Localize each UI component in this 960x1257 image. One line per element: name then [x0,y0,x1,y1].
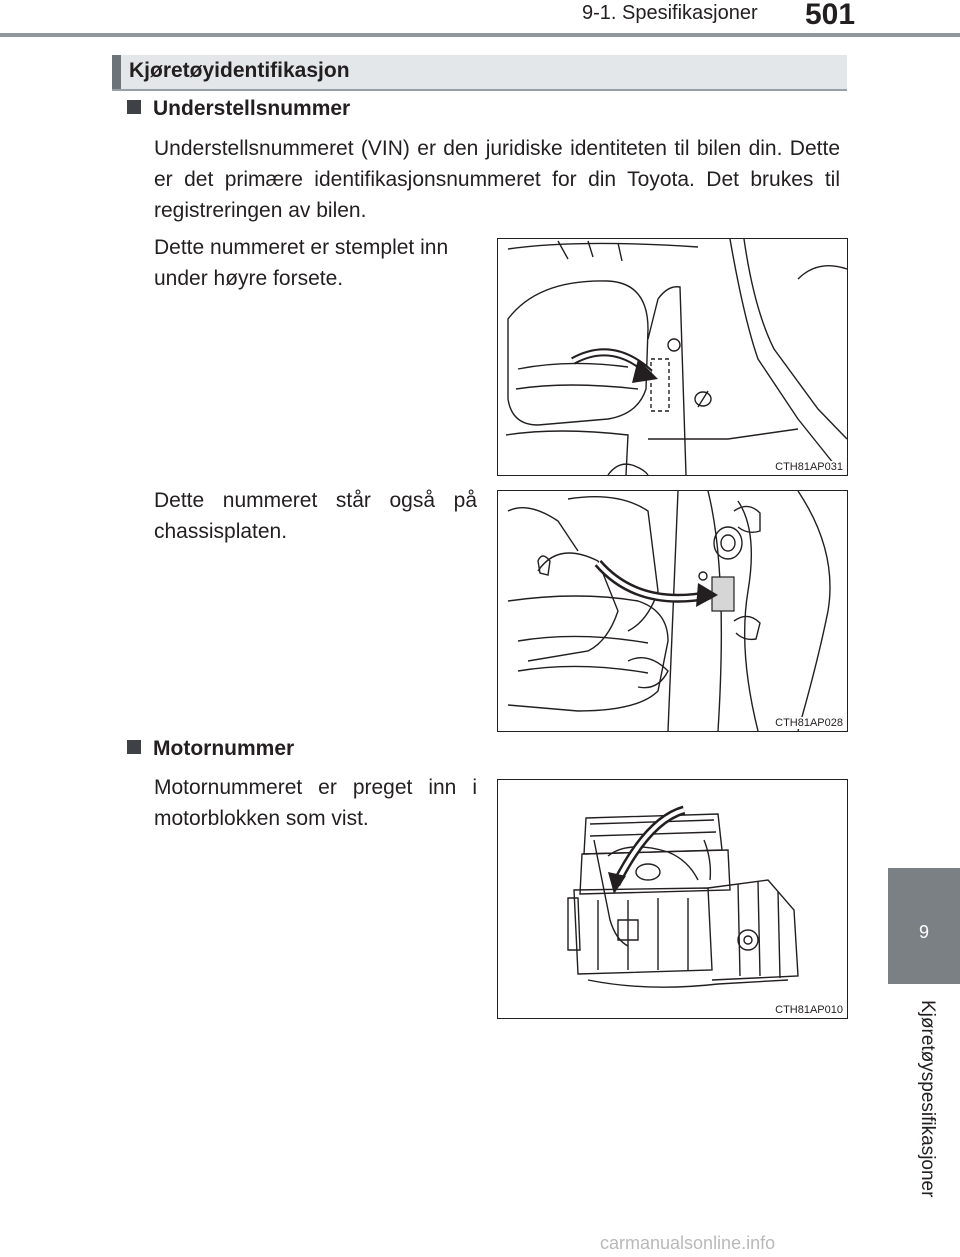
watermark: carmanualsonline.info [600,1233,776,1253]
engine-number-heading [127,737,294,761]
figure-engine-number [497,779,848,1019]
square-bullet-icon [127,740,141,754]
chapter-side-label: Kjøretøyspesifikasjoner [917,1000,938,1198]
figure-code: CTH81AP031 [775,461,843,473]
figure-seat-vin [497,238,848,476]
chassis-number-heading [127,97,350,121]
chapter-tab-number: 9 [918,922,929,942]
engine-number-heading-text: Motornummer [153,737,295,760]
chassis-number-plate-location: Dette nummeret står også på chassisplaten. [154,489,477,543]
engine-number-text: Motornummeret er preget inn i motorblokken som vist. [154,776,477,830]
chapter-title: 9-1. Spesifikasjoner [582,2,758,24]
header-rule [0,33,960,37]
figure-code: CTH81AP028 [775,717,843,729]
plate-vin-illustration [498,491,847,731]
figure-plate-vin [497,490,848,732]
engine-illustration [498,780,847,1018]
chassis-number-intro: Understellsnummeret (VIN) er den juridiske identiteten til bilen din. Dette er det primære identifikasjonsnummeret for din Toyota. Det brukes til registreringen av bilen. [154,137,840,222]
chapter-side-tab [888,868,960,984]
section-title-bar [112,55,847,91]
square-bullet-icon [127,100,141,114]
chassis-number-heading-text: Understellsnummer [153,97,351,120]
page-number: 501 [805,0,856,31]
section-title: Kjøretøyidentifikasjon [129,59,350,82]
seat-vin-illustration [498,239,847,475]
section-accent [112,55,121,89]
figure-code: CTH81AP010 [775,1004,843,1016]
chassis-number-seat-location: Dette nummeret er stemplet inn under høyre forsete. [154,236,449,290]
